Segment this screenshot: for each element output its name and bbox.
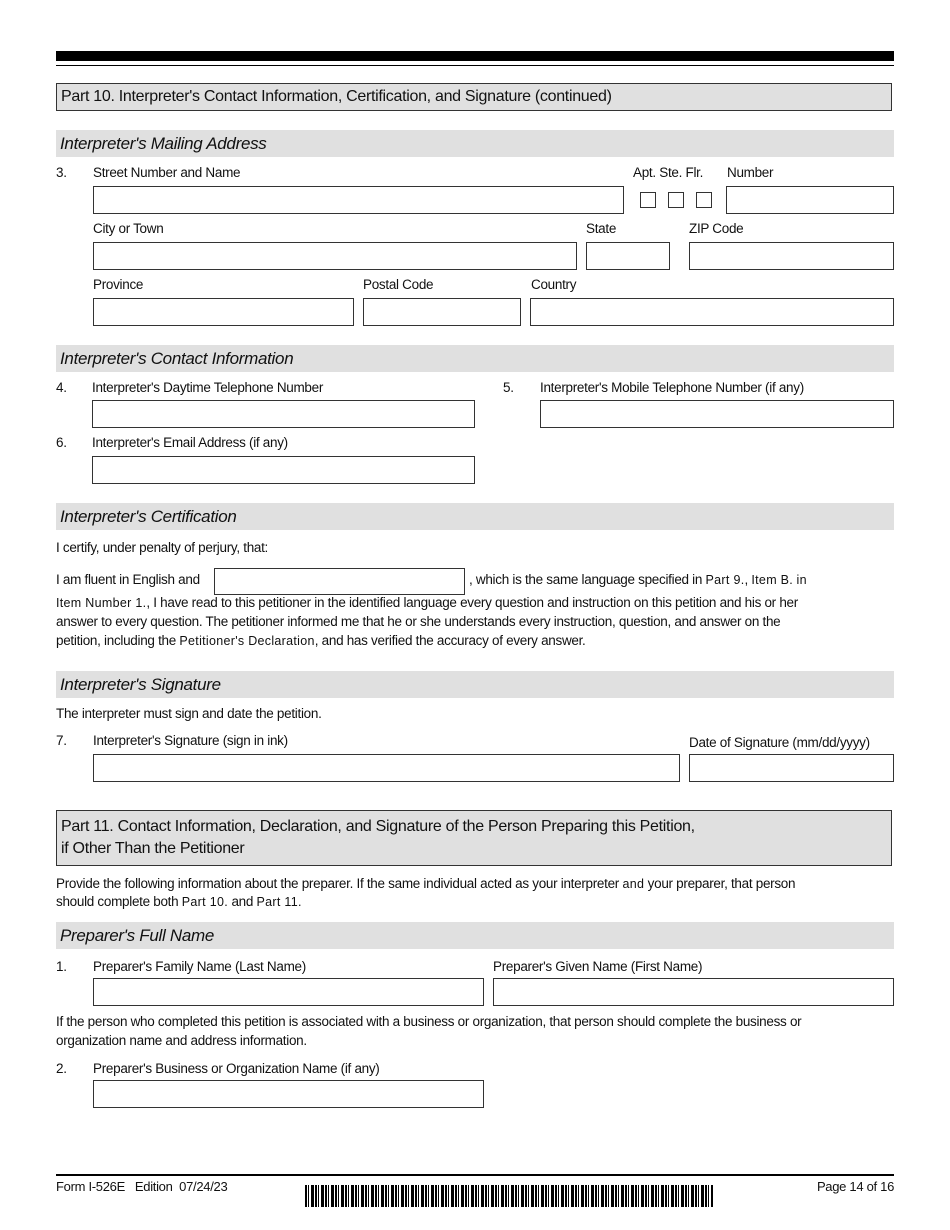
number-label: Number [727, 165, 774, 180]
text: your preparer, that person [647, 876, 796, 891]
text: in [796, 573, 807, 587]
part11-intro-line2 [56, 894, 302, 909]
date-label: Date of Signature (mm/dd/yyyy) [689, 735, 870, 750]
part11-header [56, 810, 892, 866]
section-certification: Interpreter's Certification [56, 503, 894, 530]
item-number: 6. [56, 435, 67, 450]
zip-label: ZIP Code [689, 221, 744, 236]
postal-code-input[interactable] [363, 298, 521, 326]
signature-date-input[interactable] [689, 754, 894, 782]
state-label: State [586, 221, 617, 236]
province-label: Province [93, 277, 144, 292]
email-label: Interpreter's Email Address (if any) [92, 435, 288, 450]
certify-intro: I certify, under penalty of perjury, that: [56, 540, 269, 555]
business-name-label: Preparer's Business or Organization Name (if any) [93, 1061, 380, 1076]
ref-part10: Part 10. [181, 895, 228, 909]
text: , [744, 572, 748, 587]
signature-label: Interpreter's Signature (sign in ink) [93, 733, 288, 748]
family-name-label: Preparer's Family Name (Last Name) [93, 959, 306, 974]
daytime-phone-label: Interpreter's Daytime Telephone Number [92, 380, 324, 395]
city-input[interactable] [93, 242, 577, 270]
business-note-line1: If the person who completed this petition is associated with a business or organization, that person should complete the business or [56, 1014, 802, 1029]
given-name-label: Preparer's Given Name (First Name) [493, 959, 703, 974]
province-input[interactable] [93, 298, 354, 326]
ref-part11: Part 11. [256, 895, 302, 909]
ste-checkbox[interactable] [668, 192, 684, 208]
street-label: Street Number and Name [93, 165, 241, 180]
item-number: 4. [56, 380, 67, 395]
part10-header [56, 83, 892, 111]
text: petition, including the [56, 633, 176, 648]
part10-title: Part 10. Interpreter's Contact Information, Certification, and Signature [61, 88, 531, 105]
footer-rule [56, 1174, 894, 1176]
item-number: 5. [503, 380, 514, 395]
page-number: Page 14 of 16 [816, 1179, 894, 1194]
text: and [231, 894, 254, 909]
form-number: Form I-526E [56, 1179, 125, 1194]
item-number: 7. [56, 733, 67, 748]
mobile-phone-label: Interpreter's Mobile Telephone Number (if any) [540, 380, 804, 395]
business-name-input[interactable] [93, 1080, 484, 1108]
text: Provide the following information about the preparer. If the same individual acted as your interpreter [56, 876, 619, 891]
text: , and has verified the accuracy of every answer. [314, 633, 586, 648]
header-thin-rule [56, 65, 894, 66]
text: , I have read to this petitioner in the identified language every question and instruction on this petition and his or her [146, 595, 798, 610]
apt-checkbox[interactable] [640, 192, 656, 208]
ref-declaration: Petitioner's Declaration [179, 634, 315, 648]
business-note-line2: organization name and address information. [56, 1033, 307, 1048]
ref-item-b: Item B. [751, 573, 794, 587]
given-name-input[interactable] [493, 978, 894, 1006]
item-number: 2. [56, 1061, 67, 1076]
text: should complete both [56, 894, 179, 909]
item-number: 1. [56, 959, 67, 974]
ref-part9: Part 9. [705, 573, 745, 587]
country-label: Country [531, 277, 577, 292]
part11-title-line2: if Other Than the Petitioner [61, 840, 245, 857]
family-name-input[interactable] [93, 978, 484, 1006]
state-select[interactable] [586, 242, 670, 270]
text: , which is the same language specified in [469, 572, 703, 587]
edition-label: Edition [134, 1179, 173, 1194]
part11-title-line1: Part 11. Contact Information, Declaration, and Signature of the Person Preparing this Petition, [61, 818, 695, 835]
postal-label: Postal Code [363, 277, 434, 292]
email-input[interactable] [92, 456, 475, 484]
signature-intro: The interpreter must sign and date the petition. [56, 706, 322, 721]
mobile-phone-input[interactable] [540, 400, 894, 428]
footer-form-info [56, 1179, 227, 1194]
header-thick-rule [56, 51, 894, 61]
apt-label: Apt. Ste. Flr. [633, 165, 704, 180]
text: and [622, 877, 645, 891]
apt-number-input[interactable] [726, 186, 894, 214]
cert-line-4 [56, 633, 586, 648]
item-number: 3. [56, 165, 67, 180]
fluent-prefix: I am fluent in English and [56, 572, 200, 587]
section-signature: Interpreter's Signature [56, 671, 894, 698]
daytime-phone-input[interactable] [92, 400, 475, 428]
fluent-suffix-line [469, 572, 807, 587]
barcode-icon [305, 1185, 713, 1207]
cert-line-2 [56, 595, 798, 610]
signature-input[interactable] [93, 754, 680, 782]
street-input[interactable] [93, 186, 624, 214]
continued-label: (continued) [534, 88, 612, 105]
country-input[interactable] [530, 298, 894, 326]
edition-date: 07/24/23 [179, 1179, 228, 1194]
section-preparer-full-name: Preparer's Full Name [56, 922, 894, 949]
ref-item-number: Item Number 1. [56, 596, 147, 610]
flr-checkbox[interactable] [696, 192, 712, 208]
part11-intro-line1 [56, 876, 795, 891]
section-mailing-address: Interpreter's Mailing Address [56, 130, 894, 157]
zip-input[interactable] [689, 242, 894, 270]
language-input[interactable] [214, 568, 465, 595]
section-contact-information: Interpreter's Contact Information [56, 345, 894, 372]
city-label: City or Town [93, 221, 164, 236]
cert-line-3: answer to every question. The petitioner informed me that he or she understands every instruction, question, and answer on the [56, 614, 781, 629]
